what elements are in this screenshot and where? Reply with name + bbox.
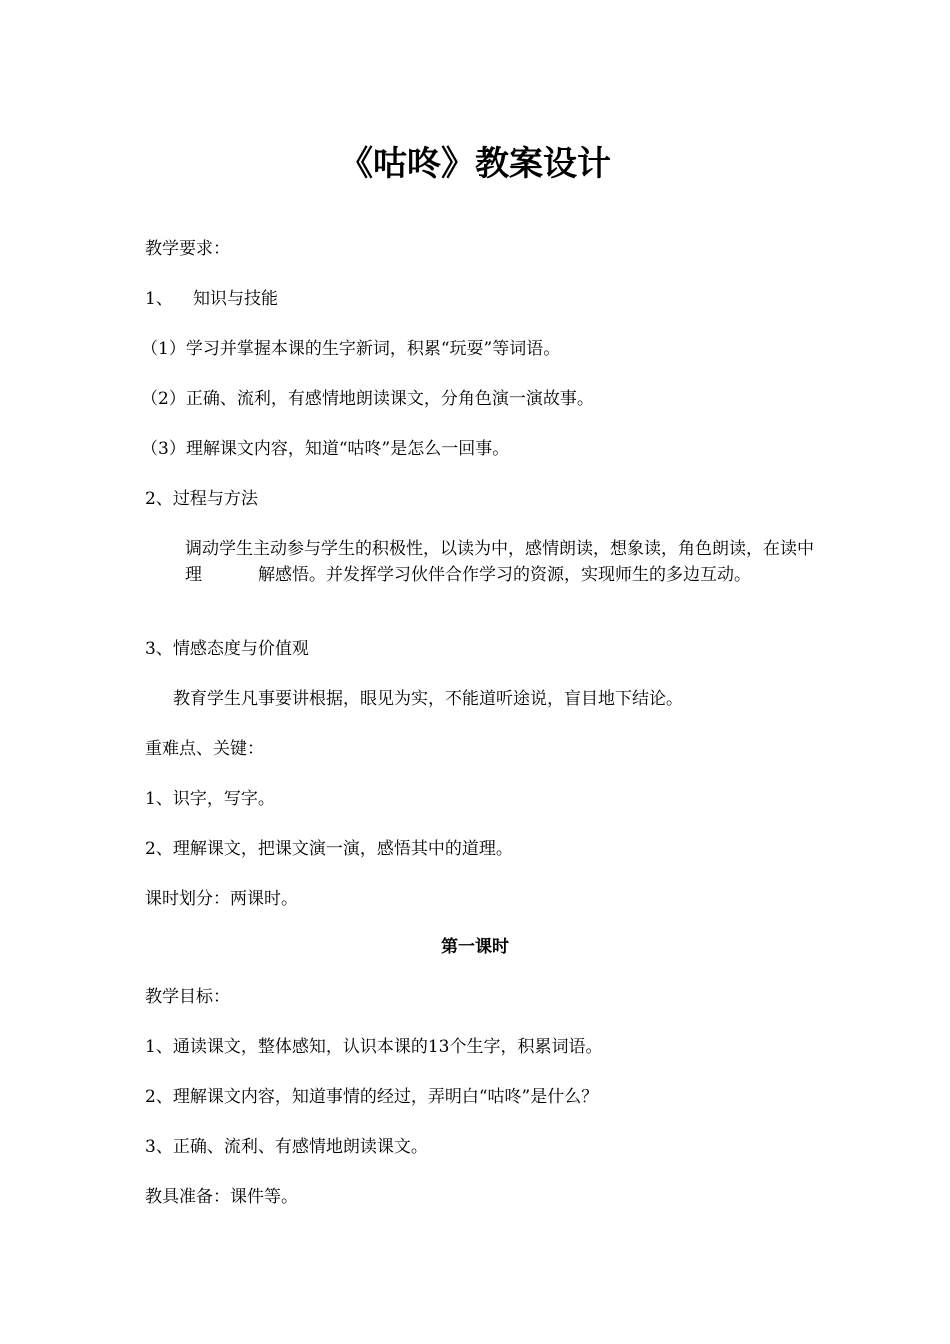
key-points-heading: 重难点、关键： — [145, 739, 264, 759]
process-method-text-b: 解感悟。并发挥学习伙伴合作学习的资源，实现师生的多边互动。 — [258, 565, 751, 585]
emotion-values-heading: 3、情感态度与价值观 — [145, 639, 309, 659]
document-title: 《咕咚》教案设计 — [339, 144, 611, 184]
emotion-values-text: 教育学生凡事要讲根据，眼见为实，不能道听途说，盲目地下结论。 — [173, 689, 683, 709]
knowledge-skills-number: 1、 — [145, 289, 173, 309]
key-point-1: 1、识字，写字。 — [145, 789, 275, 809]
process-method-heading: 2、过程与方法 — [145, 489, 258, 509]
lesson-goal-3: 3、正确、流利、有感情地朗读课文。 — [145, 1137, 428, 1157]
lesson-one-heading: 第一课时 — [441, 937, 509, 957]
lesson-goals-heading: 教学目标： — [145, 987, 230, 1007]
lesson-goal-1: 1、通读课文，整体感知，认识本课的13个生字，积累词语。 — [145, 1037, 603, 1057]
requirements-heading: 教学要求： — [145, 239, 230, 259]
process-method-text-a: 调动学生主动参与学生的积极性，以读为中，感情朗读，想象读，角色朗读，在读中理 — [185, 539, 814, 585]
knowledge-item-1: （1）学习并掌握本课的生字新词，积累“玩耍”等词语。 — [141, 339, 561, 359]
knowledge-skills-label: 知识与技能 — [193, 289, 278, 309]
lesson-goal-2: 2、理解课文内容，知道事情的经过，弄明白“咕咚”是什么？ — [145, 1087, 599, 1107]
key-point-2: 2、理解课文，把课文演一演，感悟其中的道理。 — [145, 839, 513, 859]
knowledge-item-3: （3）理解课文内容，知道“咕咚”是怎么一回事。 — [141, 439, 510, 459]
knowledge-item-2: （2）正确、流利，有感情地朗读课文，分角色演一演故事。 — [141, 389, 594, 409]
schedule-text: 课时划分：两课时。 — [145, 889, 298, 909]
knowledge-skills-heading — [145, 286, 815, 312]
teaching-tools-text: 教具准备：课件等。 — [145, 1187, 298, 1207]
process-method-paragraph — [145, 536, 815, 588]
